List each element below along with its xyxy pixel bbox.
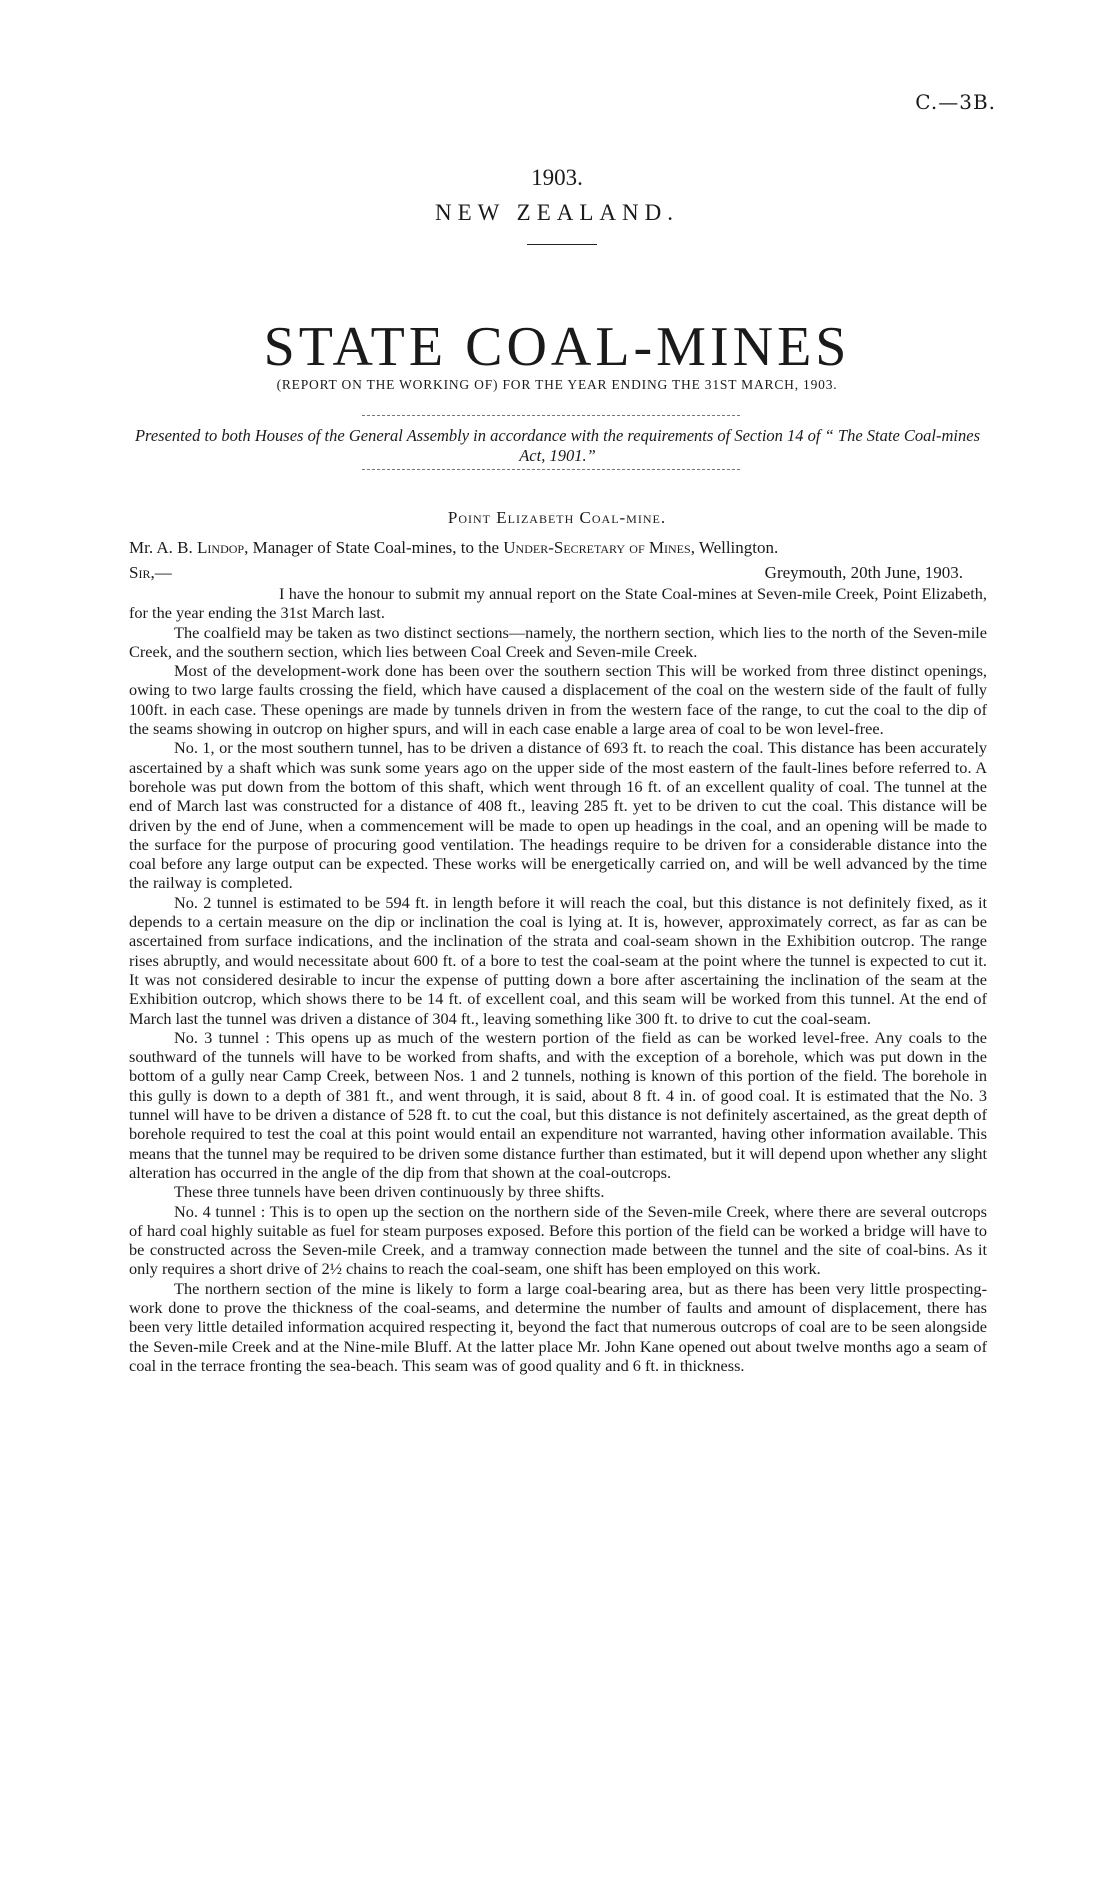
header-divider (527, 244, 597, 245)
year-heading: 1903. (531, 165, 583, 190)
letter-body (129, 584, 987, 1375)
salutation: Sir,— (129, 563, 172, 582)
presented-top-rule (362, 415, 740, 416)
from-name: Lindop (197, 538, 245, 557)
salutation-line (129, 563, 987, 583)
place-date: Greymouth, 20th June, 1903. (764, 563, 963, 582)
paragraph: The northern section of the mine is likely to form a large coal-bearing area, but as there has been very little prospecting-work done to prove the thickness of the coal-seams, and determine the number of faults and amount of displacement, there has been very little detailed information acquired respecting it, beyond the fact that numerous outcrops of coal are to be seen alongside the Seven-mile Creek and at the Nine-mile Bluff. At the latter place Mr. John Kane opened out about twelve months ago a seam of coal in the terrace fronting the sea-beach. This seam was of good quality and 6 ft. in thickness. (129, 1278, 987, 1375)
paragraph: I have the honour to submit my annual report on the State Coal-mines at Seven-mile Creek, Point Elizabeth, for the year ending the 31st March last. (129, 584, 987, 623)
from-prefix: Mr. A. B. (129, 538, 198, 557)
paragraph: No. 2 tunnel is estimated to be 594 ft. in length before it will reach the coal, but this distance is not definitely fixed, as it depends to a certain measure on the dip or inclination the coal is lying at. It is, however, approximately correct, as far as can be ascertained from surface indications, and the inclination of the strata and coal-seam shown in the Exhibition outcrop. The range rises abruptly, and would necessitate about 600 ft. of a bore to test the coal-seam at the point where the tunnel is expected to cut it. It was not considered desirable to incur the expense of putting down a bore after ascertaining the inclination of the seam at the Exhibition outcrop, which shows there to be 14 ft. of excellent coal, and this seam will be worked from this tunnel. At the end of March last the tunnel was driven a distance of 304 ft., leaving something like 300 ft. to drive to cut the coal-seam. (129, 892, 987, 1028)
paragraph: No. 4 tunnel : This is to open up the section on the northern side of the Seven-mile Creek, where there are several outcrops of hard coal highly suitable as fuel for steam purposes exposed. Before this portion of the field can be worked a bridge will have to be constructed across the Seven-mile Creek, and a tramway connection made between the tunnel and the site of coal-bins. As it only requires a short drive of 2½ chains to reach the coal-seam, one shift has been employed on this work. (129, 1201, 987, 1279)
to-name: Under-Secretary of Mines (503, 538, 691, 557)
presented-bottom-rule (362, 469, 740, 470)
paragraph: No. 3 tunnel : This opens up as much of the western portion of the field as can be worked level-free. Any coals to the southward of the tunnels will have to be worked from shafts, and with the exception of a borehole, which was put down in the bottom of a gully near Camp Creek, between Nos. 1 and 2 tunnels, nothing is known of this portion of the field. The borehole in this gully is down to a depth of 381 ft., and went through, it is said, about 8 ft. 4 in. of good coal. It is estimated that the No. 3 tunnel will have to be driven a distance of 528 ft. to cut the coal, but this distance is not definitely ascertained, as the great depth of borehole required to test the coal at this point would entail an expenditure not warranted, having other information available. This means that the tunnel may be required to be driven some distance further than estimated, but it will depend upon whether any slight alteration has occurred in the angle of the dip from that shown at the coal-outcrops. (129, 1027, 987, 1182)
to-place: , Wellington. (690, 538, 779, 557)
paragraph: These three tunnels have been driven continuously by three shifts. (174, 1182, 605, 1202)
paragraph: No. 1, or the most southern tunnel, has to be driven a distance of 693 ft. to reach the coal. This distance has been accurately ascertained by a shaft which was sunk some years ago on the upper side of the most eastern of the fault-lines before referred to. A borehole was put down from the bottom of this shaft, which went through 16 ft. of an excellent quality of coal. The tunnel at the end of March last was constructed for a distance of 408 ft., leaving 285 ft. yet to be driven to cut the coal. This distance will be driven by the end of June, when a commencement will be made to open up headings in the coal, and an opening will be made to the surface for the purpose of procuring good ventilation. The headings require to be driven for a considerable distance into the coal before any large output can be expected. These works will be energetically carried on, and will be well advanced by the time the railway is completed. (129, 738, 987, 893)
presented-note: Presented to both Houses of the General Assembly in accordance with the requirements of Section 14 of “ The State Coal-mines Act, 1901.” (134, 426, 981, 465)
section-heading: Point Elizabeth Coal-mine. (447, 508, 667, 527)
paragraph: Most of the development-work done has been over the southern section This will be worked from three distinct openings, owing to two large faults crossing the field, which have caused a displacement of the coal on the western side of the fault of fully 100ft. in each case. These openings are made by tunnels driven in from the western face of the range, to cut the coal to the dip of the seams showing in outcrop on higher spurs, and will in each case enable a large area of coal to be won level-free. (129, 661, 987, 739)
from-role: , Manager of State Coal-mines, to the (244, 538, 504, 557)
document-subtitle: (REPORT ON THE WORKING OF) FOR THE YEAR ENDING THE 31ST MARCH, 1903. (276, 377, 838, 392)
country-heading: NEW ZEALAND. (434, 200, 680, 225)
paper-reference: C.—3B. (915, 90, 996, 114)
paragraph: The coalfield may be taken as two distinct sections—namely, the northern section, which lies to the north of the Seven-mile Creek, and the southern section, which lies between Coal Creek and Seven-mile Creek. (129, 622, 987, 661)
document-title: STATE COAL-MINES (263, 316, 851, 378)
letter-addressee (129, 538, 987, 558)
